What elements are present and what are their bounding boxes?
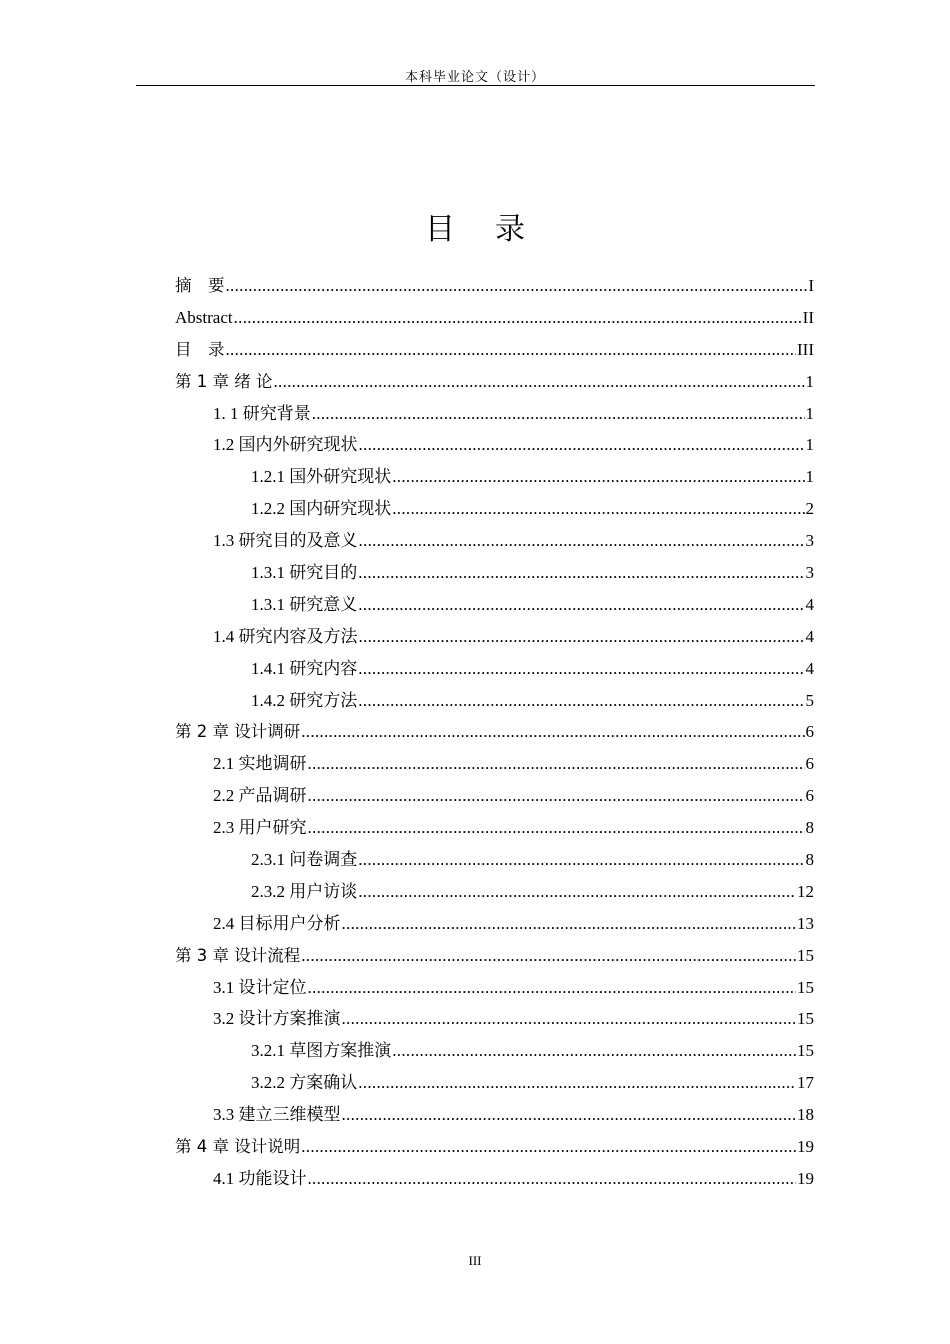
toc-leader-dots: [358, 1067, 796, 1099]
toc-entry-label: 1. 1 研究背景: [213, 403, 311, 423]
toc-entry-label: 3.2.2 方案确认: [251, 1073, 358, 1093]
toc-entry-label: Abstract: [175, 307, 233, 327]
toc-entry[interactable]: [175, 334, 814, 366]
toc-entry-page: 19: [797, 1137, 814, 1157]
toc-entry-label: 2.3 用户研究: [213, 818, 307, 838]
page-number: III: [468, 1253, 482, 1268]
toc-entry-page: 5: [805, 690, 814, 710]
toc-title-left: 目: [425, 212, 455, 247]
toc-entry[interactable]: [175, 876, 814, 908]
toc-entry-page: 8: [805, 850, 814, 870]
toc-leader-dots: [358, 876, 796, 908]
toc-entry-label: 2.3.2 用户访谈: [251, 881, 358, 901]
toc-entry[interactable]: [175, 429, 814, 461]
toc-entry-label: 1.4.1 研究内容: [251, 658, 358, 678]
toc-entry-label: 1.4 研究内容及方法: [213, 626, 358, 646]
toc-leader-dots: [359, 525, 805, 557]
toc-leader-dots: [392, 461, 804, 493]
toc-entry-page: 2: [805, 499, 814, 519]
toc-leader-dots: [358, 653, 804, 685]
toc-entry-page: 12: [797, 881, 814, 901]
toc-entry-label: 第 2 章 设计调研: [175, 722, 301, 742]
toc-entry[interactable]: [175, 972, 814, 1004]
toc-entry-page: 18: [797, 1105, 814, 1125]
toc-entry-page: 3: [805, 563, 814, 583]
toc-entry-page: 6: [805, 786, 814, 806]
toc-leader-dots: [308, 972, 797, 1004]
toc-entry-page: 1: [805, 467, 814, 487]
toc-entry[interactable]: [175, 908, 814, 940]
toc-entry-page: 6: [805, 722, 814, 742]
toc-entry-label: 第 1 章 绪 论: [175, 371, 273, 391]
toc-entry[interactable]: [175, 748, 814, 780]
toc-entry-page: 15: [797, 945, 814, 965]
toc-leader-dots: [358, 589, 804, 621]
toc-entry[interactable]: [175, 812, 814, 844]
toc-entry-label: 3.2.1 草图方案推演: [251, 1041, 392, 1061]
toc-entry-page: 19: [797, 1168, 814, 1188]
toc-entry-label: 摘 要: [175, 276, 225, 295]
toc-leader-dots: [358, 844, 804, 876]
toc-entry[interactable]: [175, 398, 814, 430]
toc-entry[interactable]: [175, 1003, 814, 1035]
toc-entry-page: 4: [805, 594, 814, 614]
toc-entry-label: 3.2 设计方案推演: [213, 1009, 341, 1029]
header-rule: [136, 85, 815, 86]
toc-entry-label: 2.3.1 问卷调查: [251, 850, 358, 870]
toc-entry[interactable]: [175, 525, 814, 557]
running-header: 本科毕业论文（设计）: [404, 69, 545, 84]
toc-entry-label: 第 3 章 设计流程: [175, 945, 301, 965]
toc-entry-page: 3: [805, 531, 814, 551]
toc-entry-page: III: [797, 339, 814, 359]
toc-entry-page: 15: [797, 1041, 814, 1061]
toc-entry-label: 1.3.1 研究意义: [251, 594, 358, 614]
toc-entry-page: 4: [805, 658, 814, 678]
toc-entry-label: 第 4 章 设计说明: [175, 1137, 301, 1157]
toc-leader-dots: [226, 334, 797, 366]
toc-entry-label: 1.4.2 研究方法: [251, 690, 358, 710]
toc-entry-label: 1.2 国内外研究现状: [213, 435, 358, 455]
toc-entry-label: 2.1 实地调研: [213, 754, 307, 774]
toc-entry[interactable]: [175, 621, 814, 653]
toc-entry-label: 1.2.1 国外研究现状: [251, 467, 392, 487]
toc-entry[interactable]: [175, 1067, 814, 1099]
toc-leader-dots: [342, 1003, 797, 1035]
toc-entry[interactable]: [175, 940, 814, 972]
toc-leader-dots: [308, 780, 805, 812]
toc-leader-dots: [234, 302, 802, 334]
toc-leader-dots: [392, 493, 804, 525]
toc-entry[interactable]: [175, 1035, 814, 1067]
toc-entry[interactable]: [175, 589, 814, 621]
toc-entry-page: 13: [797, 913, 814, 933]
toc-entry-page: 17: [797, 1073, 814, 1093]
toc-title-right: 录: [495, 212, 525, 247]
toc-entry[interactable]: [175, 1163, 814, 1195]
toc-entry-page: 1: [805, 403, 814, 423]
toc-leader-dots: [392, 1035, 796, 1067]
toc-entry[interactable]: [175, 685, 814, 717]
toc-entry-label: 2.4 目标用户分析: [213, 913, 341, 933]
toc-entry[interactable]: [175, 1099, 814, 1131]
toc-entry-label: 目 录: [175, 339, 225, 359]
toc-entry[interactable]: [175, 461, 814, 493]
toc-entry[interactable]: [175, 366, 814, 398]
toc-entry-label: 1.3 研究目的及意义: [213, 531, 358, 551]
toc-entry[interactable]: [175, 780, 814, 812]
table-of-contents: [175, 270, 814, 1195]
toc-leader-dots: [342, 908, 797, 940]
toc-entry-label: 3.1 设计定位: [213, 977, 307, 997]
toc-leader-dots: [308, 748, 805, 780]
toc-entry-page: 15: [797, 977, 814, 997]
toc-entry-page: II: [802, 307, 814, 327]
toc-entry[interactable]: [175, 1131, 814, 1163]
toc-entry-page: 6: [805, 754, 814, 774]
toc-entry-page: 1: [805, 371, 814, 391]
toc-entry[interactable]: [175, 716, 814, 748]
toc-leader-dots: [301, 716, 804, 748]
toc-entry[interactable]: [175, 493, 814, 525]
toc-entry-page: 15: [797, 1009, 814, 1029]
toc-entry-page: 8: [805, 818, 814, 838]
toc-entry-page: I: [808, 276, 814, 295]
toc-leader-dots: [359, 429, 805, 461]
toc-entry-label: 2.2 产品调研: [213, 786, 307, 806]
toc-leader-dots: [308, 812, 805, 844]
toc-entry-page: 1: [805, 435, 814, 455]
toc-entry[interactable]: [175, 653, 814, 685]
toc-entry[interactable]: [175, 844, 814, 876]
toc-entry[interactable]: [175, 302, 814, 334]
toc-leader-dots: [312, 398, 805, 430]
toc-leader-dots: [273, 366, 804, 398]
toc-leader-dots: [226, 270, 808, 302]
toc-leader-dots: [308, 1163, 797, 1195]
toc-entry[interactable]: [175, 270, 814, 302]
toc-entry-label: 1.3.1 研究目的: [251, 563, 358, 583]
toc-leader-dots: [342, 1099, 797, 1131]
toc-entry[interactable]: [175, 557, 814, 589]
toc-entry-label: 3.3 建立三维模型: [213, 1105, 341, 1125]
toc-entry-label: 4.1 功能设计: [213, 1168, 307, 1188]
toc-leader-dots: [301, 1131, 796, 1163]
toc-leader-dots: [358, 557, 804, 589]
toc-leader-dots: [359, 621, 805, 653]
toc-entry-page: 4: [805, 626, 814, 646]
toc-entry-label: 1.2.2 国内研究现状: [251, 499, 392, 519]
toc-title: [0, 204, 950, 248]
toc-leader-dots: [301, 940, 796, 972]
toc-leader-dots: [358, 685, 804, 717]
